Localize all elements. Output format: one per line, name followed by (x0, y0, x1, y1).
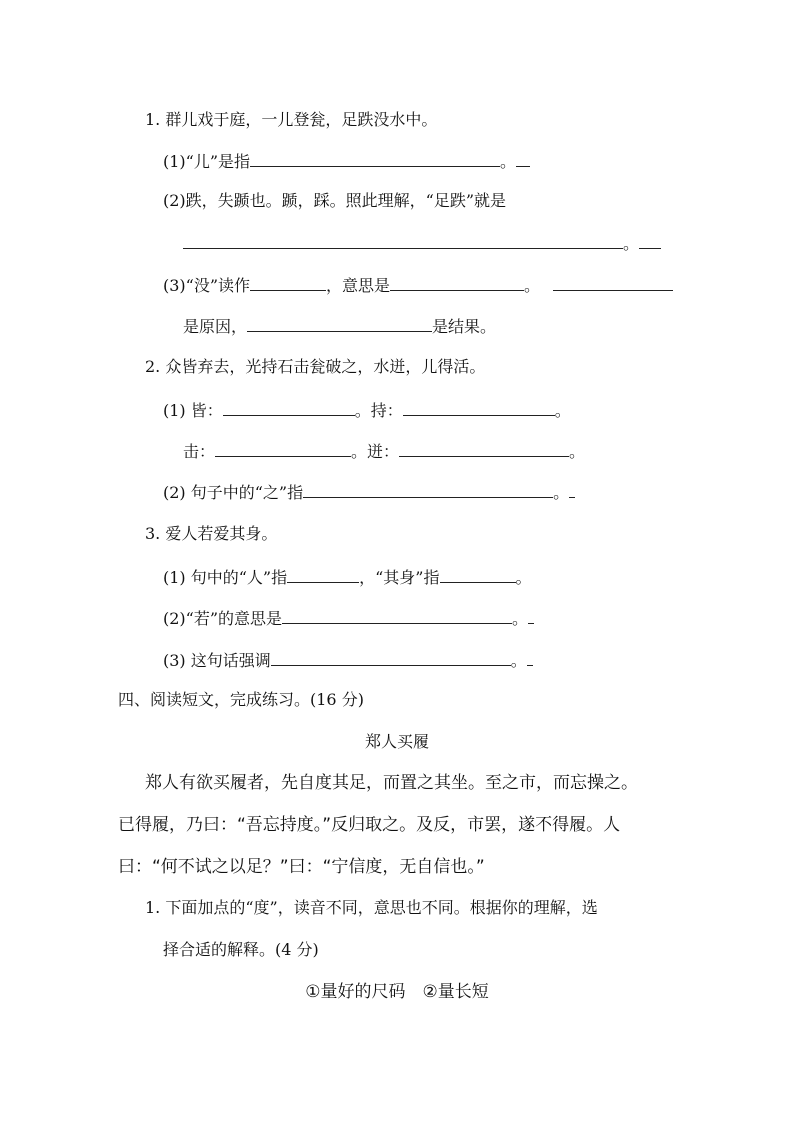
q2-part1b-b-end: 。 (569, 442, 586, 461)
q1-part3-cont (183, 315, 496, 337)
q1-part2-blank[interactable] (183, 232, 623, 249)
q1-part3-mid1: ，意思是 (326, 276, 391, 295)
q3-part3 (163, 649, 533, 671)
q3-part2-tail-line (528, 607, 534, 624)
passage-title: 郑人买履 (364, 732, 429, 751)
q1-stem: 1. 群儿戏于庭，一儿登瓮，足跌没水中。 (145, 110, 438, 129)
q3-stem: 3. 爱人若爱其身。 (145, 524, 278, 543)
q2-blank-chi[interactable] (403, 399, 555, 416)
q2-part1b-a: 击： (183, 442, 216, 461)
q3-part1-mid: ，“其身”指 (359, 568, 440, 587)
q3-part3-end: 。 (510, 651, 527, 670)
q1-part3-mid2: 。 (524, 276, 541, 295)
q1-part1-blank[interactable] (250, 150, 500, 167)
q1-part1 (163, 150, 530, 172)
q1-part3-prefix: (3)“没”读作 (163, 276, 251, 295)
q3-part1-end: 。 (515, 568, 532, 587)
q3-part1-prefix: (1) 句中的“人”指 (163, 568, 288, 587)
q1-part2-end: 。 (623, 234, 640, 253)
q1-part3-blank-reading[interactable] (250, 274, 326, 291)
definition-options: ①量好的尺码 ②量长短 (305, 982, 489, 1002)
q1-part3-suffix1: 是原因， (183, 317, 248, 336)
q1-part3-blank-cause[interactable] (553, 274, 673, 291)
section4-heading: 四、阅读短文，完成练习。(16 分) (118, 690, 364, 709)
section4-q1-line1: 1. 下面加点的“度”，读音不同，意思也不同。根据你的理解，选 (145, 898, 598, 917)
q3-part2-blank[interactable] (282, 607, 512, 624)
q1-part3-blank-meaning[interactable] (390, 274, 524, 291)
q2-part2-tail-line (569, 481, 575, 498)
q3-part2 (163, 607, 534, 629)
q3-blank-qishen[interactable] (440, 566, 516, 583)
q3-part2-end: 。 (512, 609, 529, 628)
q1-part3-blank-result[interactable] (247, 315, 432, 332)
q3-blank-ren[interactable] (287, 566, 359, 583)
q2-part2-end: 。 (553, 483, 570, 502)
q2-stem: 2. 众皆弃去，光持石击瓮破之，水迸，儿得活。 (145, 357, 486, 376)
q1-part1-tail-line (516, 150, 530, 167)
q3-part3-tail-line (527, 649, 533, 666)
q1-part2-answer (183, 232, 661, 254)
q2-part2-prefix: (2) 句子中的“之”指 (163, 483, 304, 502)
section4-q1-line2: 择合适的解释。(4 分) (163, 940, 319, 959)
q1-part1-end: 。 (500, 152, 517, 171)
passage-line-1: 郑人有欲买履者，先自度其足，而置之其坐。至之市，而忘操之。 (145, 773, 638, 793)
q2-blank-ji[interactable] (215, 440, 351, 457)
q2-part1b-a-end: 。迸： (351, 442, 400, 461)
q1-part1-prefix: (1)“儿”是指 (163, 152, 251, 171)
passage-line-2: 已得履，乃曰：“吾忘持度。”反归取之。及反，市罢，遂不得履。人 (118, 815, 621, 835)
q2-part1b (183, 440, 585, 462)
q2-blank-beng[interactable] (399, 440, 569, 457)
q3-part3-prefix: (3) 这句话强调 (163, 651, 271, 670)
q3-part2-prefix: (2)“若”的意思是 (163, 609, 283, 628)
q3-part3-blank[interactable] (271, 649, 511, 666)
q1-part3 (163, 274, 673, 296)
q2-part1-a-end: 。持： (354, 401, 403, 420)
q2-part2 (163, 481, 575, 503)
q1-part3-suffix2: 是结果。 (432, 317, 497, 336)
q3-part1 (163, 566, 532, 588)
q2-part1 (163, 399, 571, 421)
q2-part1-b-end: 。 (554, 401, 571, 420)
passage-line-3: 曰：“何不试之以足？”曰：“宁信度，无自信也。” (118, 857, 485, 877)
q2-part2-blank[interactable] (303, 481, 553, 498)
q1-part2-tail-line (639, 232, 661, 249)
q2-blank-jie[interactable] (223, 399, 355, 416)
q2-part1-a: (1) 皆： (163, 401, 223, 420)
q1-part2: (2)跌，失踬也。踬，踩。照此理解，“足跌”就是 (163, 191, 507, 210)
